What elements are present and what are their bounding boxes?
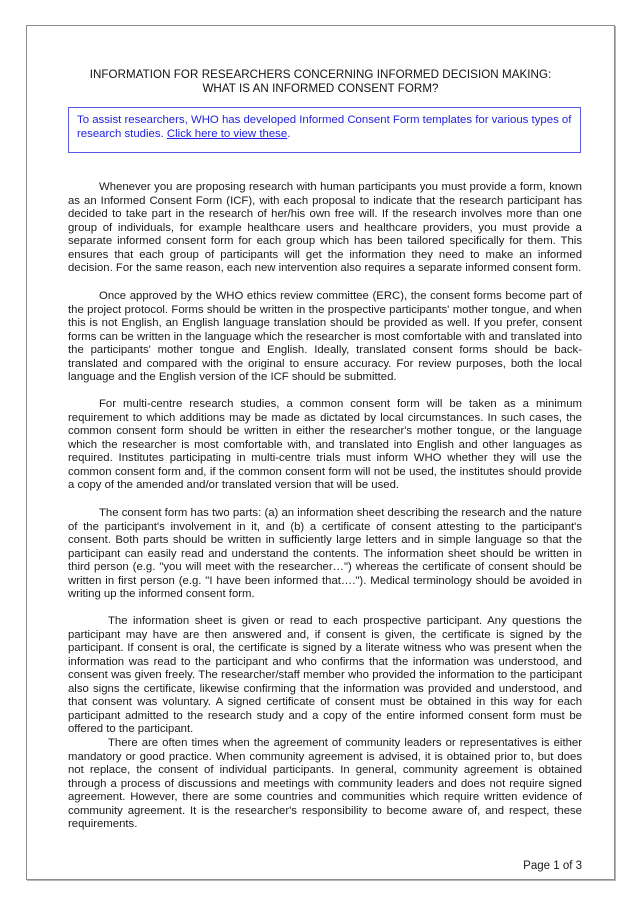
paragraph-multi-centre	[68, 398, 582, 493]
templates-notice-box	[68, 107, 581, 153]
document-page	[26, 25, 615, 880]
paragraph: The consent form has two parts: (a) an information sheet describing the research and the nature of the participant's involvement in it, and (b) a certificate of consent attesting to the participant's consent. Both parts should be written in sufficiently large letters and in simple language so that the participant can easily read and understand the contents. The information sheet should be written in third person (e.g. "you will meet with the researcher…") whereas the certificate of consent should be written in first person (e.g. "I have been informed that…."). Medical terminology should be avoided in writing up the informed consent form.	[68, 507, 582, 601]
paragraph-icf-requirement	[68, 181, 582, 276]
paragraph: The information sheet is given or read to each prospective participant. Any questions the participant may have are then answered and, if consent is given, the certificate is signed by the participant. If consent is oral, the certificate is signed by a literate witness who was present when the information was read to the participant and who confirms that the information was understood, and consent was given freely. The researcher/staff member who provided the information to the participant also signs the certificate, likewise confirming that the information was provided and understood, and that consent was voluntary. A signed certificate of consent must be obtained in this way for each participant admitted to the research study and a copy of the entire informed consent form must be offered to the participant.	[68, 615, 582, 736]
page-number: Page 1 of 3	[523, 860, 582, 872]
paragraph-community-agreement	[68, 737, 582, 832]
notice-trailing: .	[287, 127, 291, 140]
paragraph-information-sheet	[68, 615, 582, 737]
paragraph-two-parts	[68, 507, 582, 602]
paragraph: There are often times when the agreement of community leaders or representatives is either mandatory or good practice. When community agreement is advised, it is obtained prior to, but does not replace, the consent of individual participants. In general, community agreement is obtained through a process of discussions and meetings with community leaders and does not require signed agreement. However, there are some countries and communities which require written evidence of community agreement. It is the researcher's responsibility to become aware of, and respect, these requirements.	[68, 737, 582, 831]
paragraph: Once approved by the WHO ethics review committee (ERC), the consent forms become part of the project protocol. Forms should be written in the prospective participants' mother tongue, and when this is not English, an English language translation should be provided as well. If you prefer, consent forms can be written in the language which the researcher is most comfortable with and translated into the participants' mother tongue and English. Ideally, translated consent forms should be back-translated and compared with the original to ensure accuracy. For review purposes, both the local language and the English version of the ICF should be submitted.	[68, 290, 582, 384]
paragraph-erc-approval	[68, 290, 582, 385]
document-title	[27, 68, 614, 95]
title-line-2: WHAT IS AN INFORMED CONSENT FORM?	[202, 81, 439, 95]
title-line-1: INFORMATION FOR RESEARCHERS CONCERNING INFORMED DECISION MAKING:	[89, 68, 552, 81]
view-templates-link[interactable]: Click here to view these	[166, 127, 288, 140]
paragraph: Whenever you are proposing research with human participants you must provide a form, known as an Informed Consent Form (ICF), with each proposal to indicate that the research participant has decided to take part in the research of her/his own free will. If the research involves more than one group of individuals, for example healthcare users and healthcare providers, you must provide a separate informed consent form for each group which has been tailored specifically for them. This ensures that each group of participants will get the information they need to make an informed decision. For the same reason, each new intervention also requires a separate informed consent form.	[68, 181, 582, 275]
paragraph: For multi-centre research studies, a common consent form will be taken as a minimum requirement to which additions may be made as dictated by local circumstances. In such cases, the common consent form should be written in either the researcher's mother tongue, or the language which the researcher is most comfortable with, and translated into English and other languages as required. Institutes participating in multi-centre trials must inform WHO whether they will use the common consent form and, if the common consent form will not be used, the institutes should provide a copy of the amended and/or translated version that will be used.	[68, 398, 582, 492]
notice-text: To assist researchers, WHO has developed Informed Consent Form templates for various types of research studies.	[77, 114, 572, 140]
